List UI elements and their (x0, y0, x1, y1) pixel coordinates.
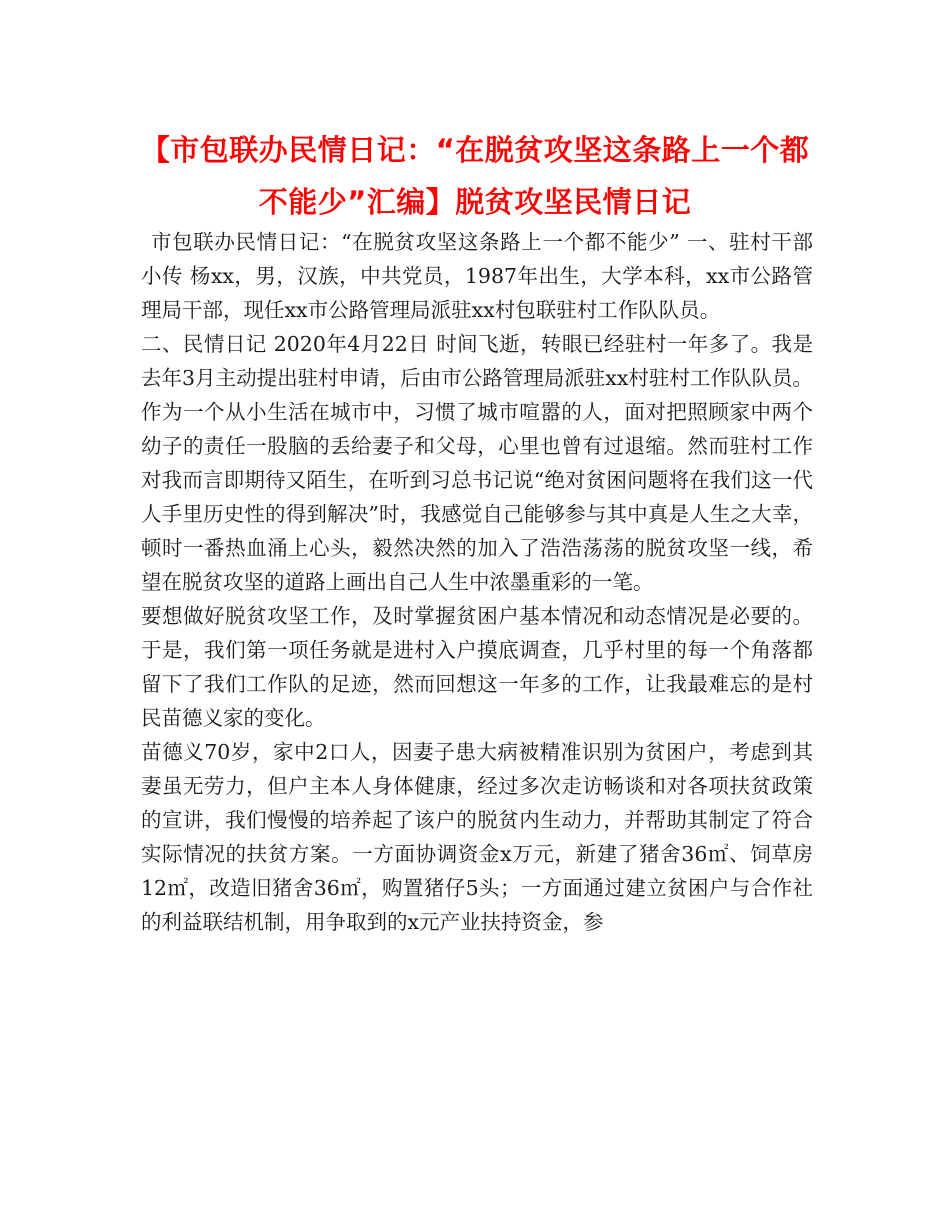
paragraph-diary: 二、民情日记 2020年4月22日 时间飞逝，转眼已经驻村一年多了。我是去年3月主动提出驻村申请，后由市公路管理局派驻xx村驻村工作队队员。作为一个从小生活在城市中，习惯了城市喧嚣的人，面对把照顾家中两个幼子的责任一股脑的丢给妻子和父母，心里也曾有过退缩。然而驻村工作对我而言即期待又陌生，在听到习总书记说“绝对贫困问题将在我们这一代人手里历史性的得到解决”时，我感觉自己能够参与其中真是人生之大幸，顿时一番热血涌上心头，毅然决然的加入了浩浩荡荡的脱贫攻坚一线，希望在脱贫攻坚的道路上画出自己人生中浓墨重彩的一笔。 (141, 332, 813, 594)
paragraph-survey: 要想做好脱贫攻坚工作，及时掌握贫困户基本情况和动态情况是必要的。于是，我们第一项任务就是进村入户摸底调查，几乎村里的每一个角落都留下了我们工作队的足迹，然而回想这一年多的工作，让我最难忘的是村民苗德义家的变化。 (141, 604, 813, 730)
paragraph-miao-family: 苗德义70岁，家中2口人，因妻子患大病被精准识别为贫困户，考虑到其妻虽无劳力，但户主本人身体健康，经过多次走访畅谈和对各项扶贫政策的宣讲，我们慢慢的培养起了该户的脱贫内生动力，并帮助其制定了符合实际情况的扶贫方案。一方面协调资金x万元，新建了猪舍36㎡、饲草房12㎡，改造旧猪舍36㎡，购置猪仔5头；一方面通过建立贫困户与合作社的利益联结机制，用争取到的x元产业扶持资金，参 (141, 740, 813, 934)
paragraph-intro: 市包联办民情日记：“在脱贫攻坚这条路上一个都不能少” 一、驻村干部小传 杨xx，男，汉族，中共党员，1987年出生，大学本科，xx市公路管理局干部，现任xx市公路管理局派驻xx村包联驻村工作队队员。 (141, 230, 813, 322)
document-body (141, 225, 813, 939)
document-title: 【市包联办民情日记：“在脱贫攻坚这条路上一个都不能少”汇编】脱贫攻坚民情日记 (140, 133, 810, 219)
